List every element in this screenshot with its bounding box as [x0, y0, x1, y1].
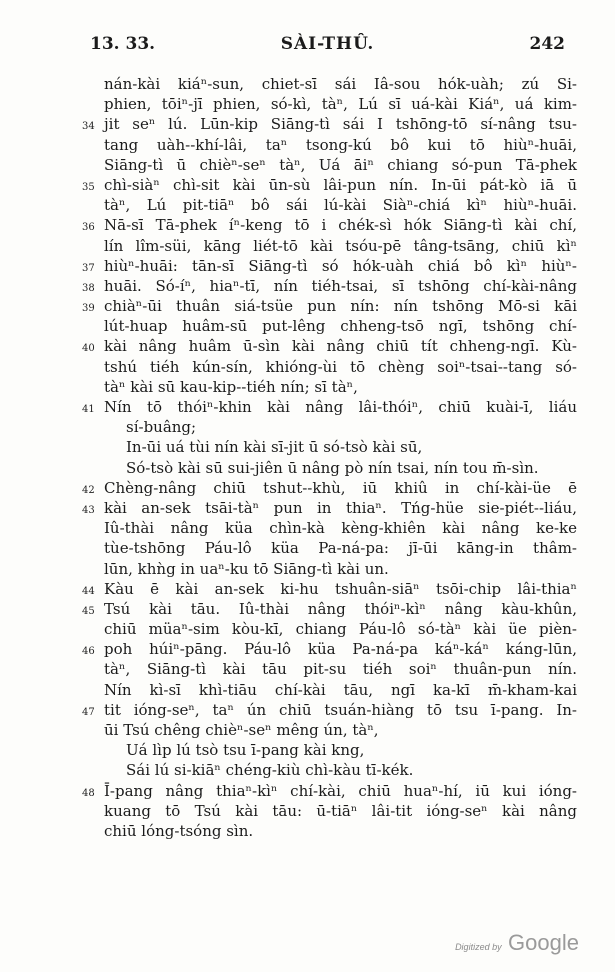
text-line: [0, 680, 615, 700]
line-text: chiū lóng-tsóng sìn.: [104, 821, 254, 840]
verse-number: 46: [82, 646, 95, 658]
text-line: [0, 720, 615, 740]
text-line: [0, 74, 615, 94]
line-text: nán-kài kiáⁿ-sun, chiet-sī sái Iâ-sou hók-uàh; zú Si-: [104, 75, 577, 93]
line-text: tàⁿ, Siāng-tì kài tāu pit-su tiéh soiⁿ thuân-pun nín.: [104, 660, 577, 679]
verse-number: 45: [82, 605, 95, 617]
verse-number: 47: [82, 706, 95, 718]
verse-number: 38: [82, 282, 95, 294]
text-line: [0, 740, 615, 760]
text-line: [0, 619, 615, 639]
line-text: Só-tsò kài sū sui-jiên ū nâng pò nín tsai, nín tou m̄-sìn.: [126, 458, 539, 477]
text-line: [0, 195, 615, 215]
line-text: sí-buâng;: [126, 418, 197, 437]
text-line: [0, 276, 615, 296]
line-text: ūi Tsú chêng chièⁿ-seⁿ mêng ún, tàⁿ,: [104, 721, 379, 739]
line-text: poh húiⁿ-pāng. Páu-lô küa Pa-ná-pa káⁿ-káⁿ káng-lūn,: [104, 640, 577, 659]
text-line: [0, 498, 615, 518]
line-text: tang uàh--khí-lâi, taⁿ tsong-kú bô kui tō hiùⁿ-huāi,: [104, 135, 577, 154]
page-number: 242: [529, 34, 565, 54]
running-header: [90, 34, 565, 60]
text-line: [0, 458, 615, 478]
text-line: [0, 316, 615, 336]
text-line: [0, 114, 615, 134]
text-line: [0, 599, 615, 619]
line-text: kài nâng huâm ū-sìn kài nâng chiū tít chheng-ngī. Kù-: [104, 337, 577, 356]
line-text: tùe-tshōng Páu-lô küa Pa-ná-pa: jī-ūi kāng-in thâm-: [104, 539, 577, 558]
line-text: tàⁿ, Lú pit-tiāⁿ bô sái lú-kài Siàⁿ-chiá kìⁿ hiùⁿ-huāi.: [104, 196, 577, 215]
line-text: Kàu ē kài an-sek ki-hu tshuân-siāⁿ tsōi-chip lâi-thiaⁿ: [104, 579, 577, 598]
google-logo: Google: [508, 930, 579, 955]
verse-number: 42: [82, 484, 95, 496]
text-line: [0, 357, 615, 377]
line-text: Nín kì-sī khì-tiāu chí-kài tāu, ngī ka-kī m̄-kham-kai: [104, 680, 577, 699]
line-text: Iû-thài nâng küa chìn-kà kèng-khiên kài nâng ke-ke: [104, 519, 577, 538]
text-line: [0, 639, 615, 659]
verse-number: 48: [82, 787, 95, 799]
verse-number: 39: [82, 303, 95, 315]
line-text: hiùⁿ-huāi: tān-sī Siāng-tì só hók-uàh chiá bô kìⁿ hiùⁿ-: [104, 256, 577, 275]
line-text: Sái lú si-kiāⁿ chéng-kiù chì-kàu tī-kék.: [126, 761, 414, 780]
text-line: [0, 296, 615, 316]
verse-number: 44: [82, 585, 95, 597]
verse-number: 37: [82, 262, 95, 274]
line-text: tshú tiéh kún-sín, khióng-ùi tō chèng soiⁿ-tsai--tang só-: [104, 357, 577, 376]
line-text: Ī-pang nâng thiaⁿ-kìⁿ chí-kài, chiū huaⁿ-hí, iū kui ióng-: [104, 781, 577, 800]
text-line: [0, 760, 615, 780]
text-line: [0, 135, 615, 155]
text-line: [0, 377, 615, 397]
text-line: [0, 397, 615, 417]
text-line: [0, 175, 615, 195]
line-text: Uá lìp lú tsò tsu ī-pang kài kng,: [126, 741, 365, 760]
scripture-text-body: [0, 74, 615, 841]
line-text: lín lîm-süi, kāng liét-tō kài tsóu-pē tâng-tsāng, chiū kìⁿ: [104, 236, 577, 255]
text-line: [0, 781, 615, 801]
line-text: lūn, khǹg in uaⁿ-ku tō Siāng-tì kài un.: [104, 559, 389, 578]
verse-number: 35: [82, 181, 95, 193]
line-text: tàⁿ kài sū kau-kip--tiéh nín; sī tàⁿ,: [104, 377, 358, 396]
line-text: Nín tō thóiⁿ-khin kài nâng lâi-thóiⁿ, chiū kuài-ī, liáu: [104, 398, 577, 416]
book-title: SÀI-THÛ.: [280, 34, 375, 54]
text-line: [0, 538, 615, 558]
line-text: Siāng-tì ū chièⁿ-seⁿ tàⁿ, Uá āiⁿ chiang só-pun Tā-phek: [104, 155, 577, 174]
line-text: Tsú kài tāu. Iû-thài nâng thóiⁿ-kìⁿ nâng kàu-khûn,: [104, 599, 577, 618]
line-text: chiū müaⁿ-sim kòu-kī, chiang Páu-lô só-tàⁿ kài üe pièn-: [104, 620, 577, 639]
line-text: kài an-sek tsāi-tàⁿ pun in thiaⁿ. Tńg-hüe sie-piét--liáu,: [104, 498, 577, 517]
verse-number: 36: [82, 222, 95, 234]
text-line: [0, 801, 615, 821]
line-text: tit ióng-seⁿ, taⁿ ún chiū tsuán-hiàng tō tsu ī-pang. In-: [104, 700, 577, 719]
text-line: [0, 518, 615, 538]
line-text: chiàⁿ-ūi thuân siá-tsüe pun nín: nín tshōng Mō-si kāi: [104, 297, 577, 316]
line-text: kuang tō Tsú kài tāu: ū-tiāⁿ lâi-tit ióng-seⁿ kài nâng: [104, 801, 577, 820]
text-line: [0, 478, 615, 498]
digitized-watermark: [455, 930, 579, 956]
text-line: [0, 94, 615, 114]
verse-number: 40: [82, 343, 95, 355]
line-text: jit seⁿ lú. Lūn-kip Siāng-tì sái I tshōng-tō sí-nâng tsu-: [104, 115, 577, 134]
text-line: [0, 437, 615, 457]
line-text: phien, tōiⁿ-jī phien, só-kì, tàⁿ, Lú sī uá-kài Kiáⁿ, uá kim-: [104, 95, 577, 114]
line-text: Chèng-nâng chiū tshut--khù, iū khiû in chí-kài-üe ē: [104, 478, 577, 497]
text-line: [0, 215, 615, 235]
verse-number: 41: [82, 404, 95, 415]
line-text: Nā-sī Tā-phek íⁿ-keng tō i chék-sì hók Siāng-tì kài chí,: [104, 216, 577, 235]
line-text: lút-huap huâm-sū put-lêng chheng-tsō ngī, tshōng chí-: [104, 317, 577, 336]
text-line: [0, 579, 615, 599]
line-text: chì-siàⁿ chì-sit kài ūn-sù lâi-pun nín. In-ūi pát-kò iā ū: [104, 175, 577, 194]
verse-number: 34: [82, 121, 95, 133]
text-line: [0, 155, 615, 175]
text-line: [0, 559, 615, 579]
text-line: [0, 659, 615, 679]
text-line: [0, 821, 615, 841]
line-text: huāi. Só-íⁿ, hiaⁿ-tī, nín tiéh-tsai, sī tshōng chí-kài-nâng: [104, 276, 577, 295]
chapter-verse-ref: 13. 33.: [90, 34, 156, 54]
text-line: [0, 700, 615, 720]
verse-number: 43: [82, 504, 95, 516]
text-line: [0, 236, 615, 256]
text-line: [0, 336, 615, 356]
text-line: [0, 256, 615, 276]
line-text: In-ūi uá tùi nín kài sī-jit ū só-tsò kài sū,: [126, 438, 423, 457]
text-line: [0, 417, 615, 437]
digitized-label: Digitized by: [455, 942, 502, 952]
